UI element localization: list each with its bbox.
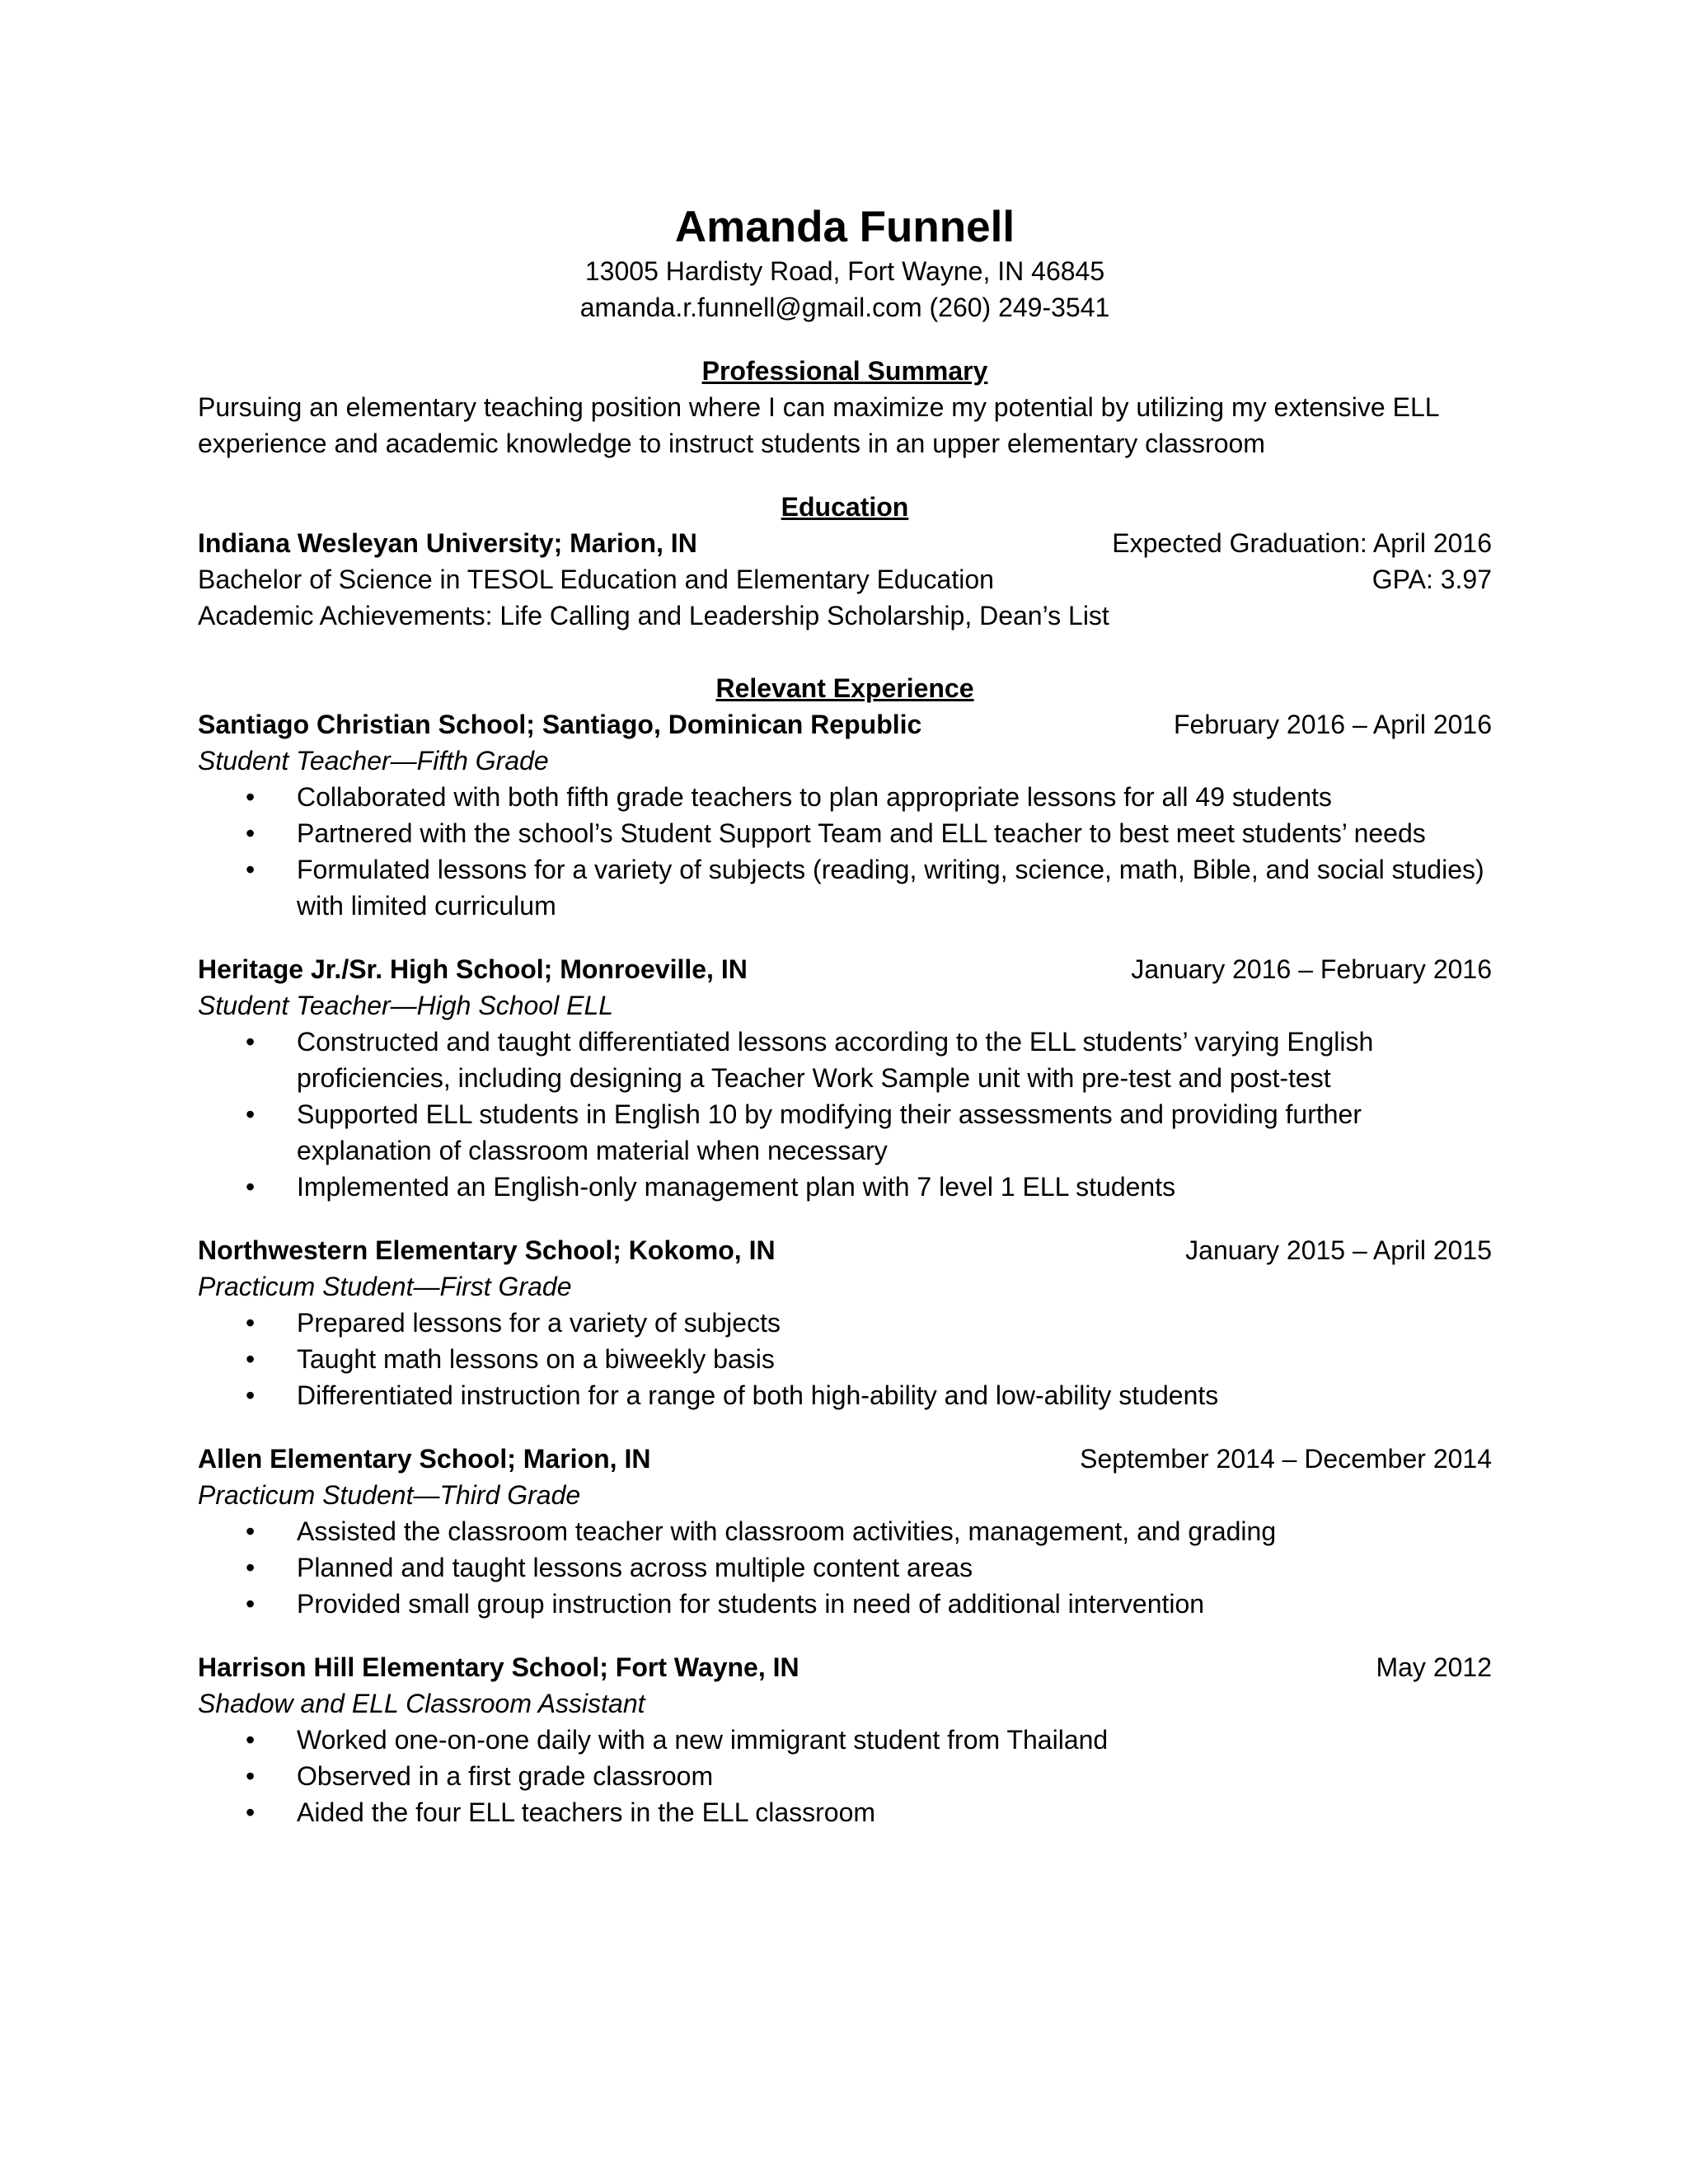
bullet-icon: • (246, 1725, 256, 1755)
experience-bullet (198, 1722, 1492, 1758)
experience-dates: January 2015 – April 2015 (1185, 1235, 1492, 1265)
experience-bullet-text: Worked one-on-one daily with a new immigrant student from Thailand (297, 1725, 1109, 1755)
resume-name: Amanda Funnell (674, 203, 1015, 251)
experience-bullet (198, 1513, 1492, 1549)
experience-organization: Santiago Christian School; Santiago, Dominican Republic (198, 710, 922, 739)
experience-bullet (198, 1549, 1492, 1586)
experience-section (198, 670, 1492, 1830)
experience-role: Shadow and ELL Classroom Assistant (198, 1689, 645, 1718)
education-graduation: Expected Graduation: April 2016 (1112, 528, 1492, 558)
resume-page (198, 202, 1492, 1830)
experience-bullet-text: Implemented an English-only management plan with 7 level 1 ELL students (297, 1172, 1176, 1202)
experience-bullet-text: Provided small group instruction for students in need of additional intervention (297, 1589, 1205, 1619)
bullet-icon: • (246, 1099, 256, 1129)
experience-dates: May 2012 (1376, 1652, 1492, 1682)
experience-bullet-text: Prepared lessons for a variety of subjects (297, 1308, 781, 1338)
bullet-icon: • (246, 782, 256, 812)
experience-bullet-text: Formulated lessons for a variety of subjects (reading, writing, science, math, Bible, and social studies) with limited curriculum (297, 855, 1484, 921)
experience-dates: January 2016 – February 2016 (1131, 954, 1492, 984)
education-section (198, 489, 1492, 634)
bullet-icon: • (246, 1797, 256, 1827)
bullet-icon: • (246, 1344, 256, 1374)
experience-entry (198, 1649, 1492, 1830)
summary-text-line-1: Pursuing an elementary teaching position where I can maximize my potential by utilizing my extensive ELL (198, 392, 1440, 422)
experience-entry (198, 951, 1492, 1232)
experience-bullet (198, 1794, 1492, 1830)
education-school: Indiana Wesleyan University; Marion, IN (198, 528, 697, 558)
experience-bullet (198, 1758, 1492, 1794)
bullet-icon: • (246, 1761, 256, 1791)
bullet-icon: • (246, 1589, 256, 1619)
address-line: 13005 Hardisty Road, Fort Wayne, IN 46845 (584, 256, 1105, 286)
experience-bullet (198, 1096, 1492, 1169)
bullet-icon: • (246, 1172, 256, 1202)
education-heading: Education (781, 492, 909, 522)
experience-organization: Allen Elementary School; Marion, IN (198, 1444, 651, 1474)
experience-organization: Harrison Hill Elementary School; Fort Wayne, IN (198, 1652, 799, 1682)
education-gpa: GPA: 3.97 (1372, 565, 1492, 594)
experience-bullet-text: Assisted the classroom teacher with classroom activities, management, and grading (297, 1516, 1277, 1546)
experience-bullet (198, 779, 1492, 815)
experience-bullet (198, 1305, 1492, 1341)
experience-bullet-text: Constructed and taught differentiated lessons according to the ELL students’ varying English proficiencies, including designing a Teacher Work Sample unit with pre-test and post-test (297, 1027, 1374, 1093)
experience-bullet (198, 1024, 1492, 1096)
experience-dates: September 2014 – December 2014 (1080, 1444, 1492, 1474)
summary-text-line-2: experience and academic knowledge to instruct students in an upper elementary classroom (198, 429, 1265, 458)
experience-bullet-text: Observed in a first grade classroom (297, 1761, 714, 1791)
experience-role: Student Teacher—Fifth Grade (198, 746, 549, 776)
experience-bullet (198, 1341, 1492, 1377)
contact-line: amanda.r.funnell@gmail.com (260) 249-3541 (579, 293, 1110, 322)
education-degree-row (198, 561, 1492, 598)
bullet-icon: • (246, 1516, 256, 1546)
experience-bullet (198, 851, 1492, 924)
experience-bullet-list (198, 1722, 1492, 1830)
summary-section (198, 353, 1492, 462)
experience-bullet-text: Aided the four ELL teachers in the ELL classroom (297, 1797, 876, 1827)
experience-bullet-text: Differentiated instruction for a range of both high-ability and low-ability students (297, 1380, 1219, 1410)
experience-header-row (198, 951, 1492, 987)
experience-bullet-list (198, 1513, 1492, 1622)
experience-bullet-text: Collaborated with both fifth grade teachers to plan appropriate lessons for all 49 students (297, 782, 1332, 812)
summary-heading: Professional Summary (701, 356, 988, 386)
experience-header-row (198, 706, 1492, 743)
experience-bullet-text: Taught math lessons on a biweekly basis (297, 1344, 775, 1374)
bullet-icon: • (246, 855, 256, 884)
experience-header-row (198, 1441, 1492, 1477)
bullet-icon: • (246, 818, 256, 848)
experience-header-row (198, 1649, 1492, 1685)
experience-bullet (198, 1169, 1492, 1205)
experience-bullet-text: Supported ELL students in English 10 by modifying their assessments and providing further explanation of classroom material when necessary (297, 1099, 1362, 1165)
experience-bullet-list (198, 1305, 1492, 1413)
experience-bullet (198, 1586, 1492, 1622)
experience-bullet-text: Partnered with the school’s Student Support Team and ELL teacher to best meet students’ needs (297, 818, 1426, 848)
education-school-row (198, 525, 1492, 561)
experience-dates: February 2016 – April 2016 (1173, 710, 1492, 739)
bullet-icon: • (246, 1380, 256, 1410)
bullet-icon: • (246, 1027, 256, 1057)
experience-organization: Northwestern Elementary School; Kokomo, IN (198, 1235, 776, 1265)
experience-role: Practicum Student—Third Grade (198, 1480, 581, 1510)
experience-list (198, 706, 1492, 1830)
experience-bullet-text: Planned and taught lessons across multiple content areas (297, 1553, 973, 1582)
experience-role: Practicum Student—First Grade (198, 1272, 572, 1301)
bullet-icon: • (246, 1308, 256, 1338)
experience-bullet-list (198, 779, 1492, 924)
experience-heading: Relevant Experience (715, 673, 974, 703)
experience-entry (198, 1232, 1492, 1441)
education-degree: Bachelor of Science in TESOL Education and Elementary Education (198, 565, 994, 594)
experience-bullet-list (198, 1024, 1492, 1205)
experience-bullet (198, 1377, 1492, 1413)
experience-organization: Heritage Jr./Sr. High School; Monroeville, IN (198, 954, 748, 984)
bullet-icon: • (246, 1553, 256, 1582)
experience-entry (198, 706, 1492, 951)
experience-bullet (198, 815, 1492, 851)
experience-role: Student Teacher—High School ELL (198, 991, 614, 1020)
experience-entry (198, 1441, 1492, 1649)
education-achievements: Academic Achievements: Life Calling and Leadership Scholarship, Dean’s List (198, 601, 1109, 630)
experience-header-row (198, 1232, 1492, 1268)
